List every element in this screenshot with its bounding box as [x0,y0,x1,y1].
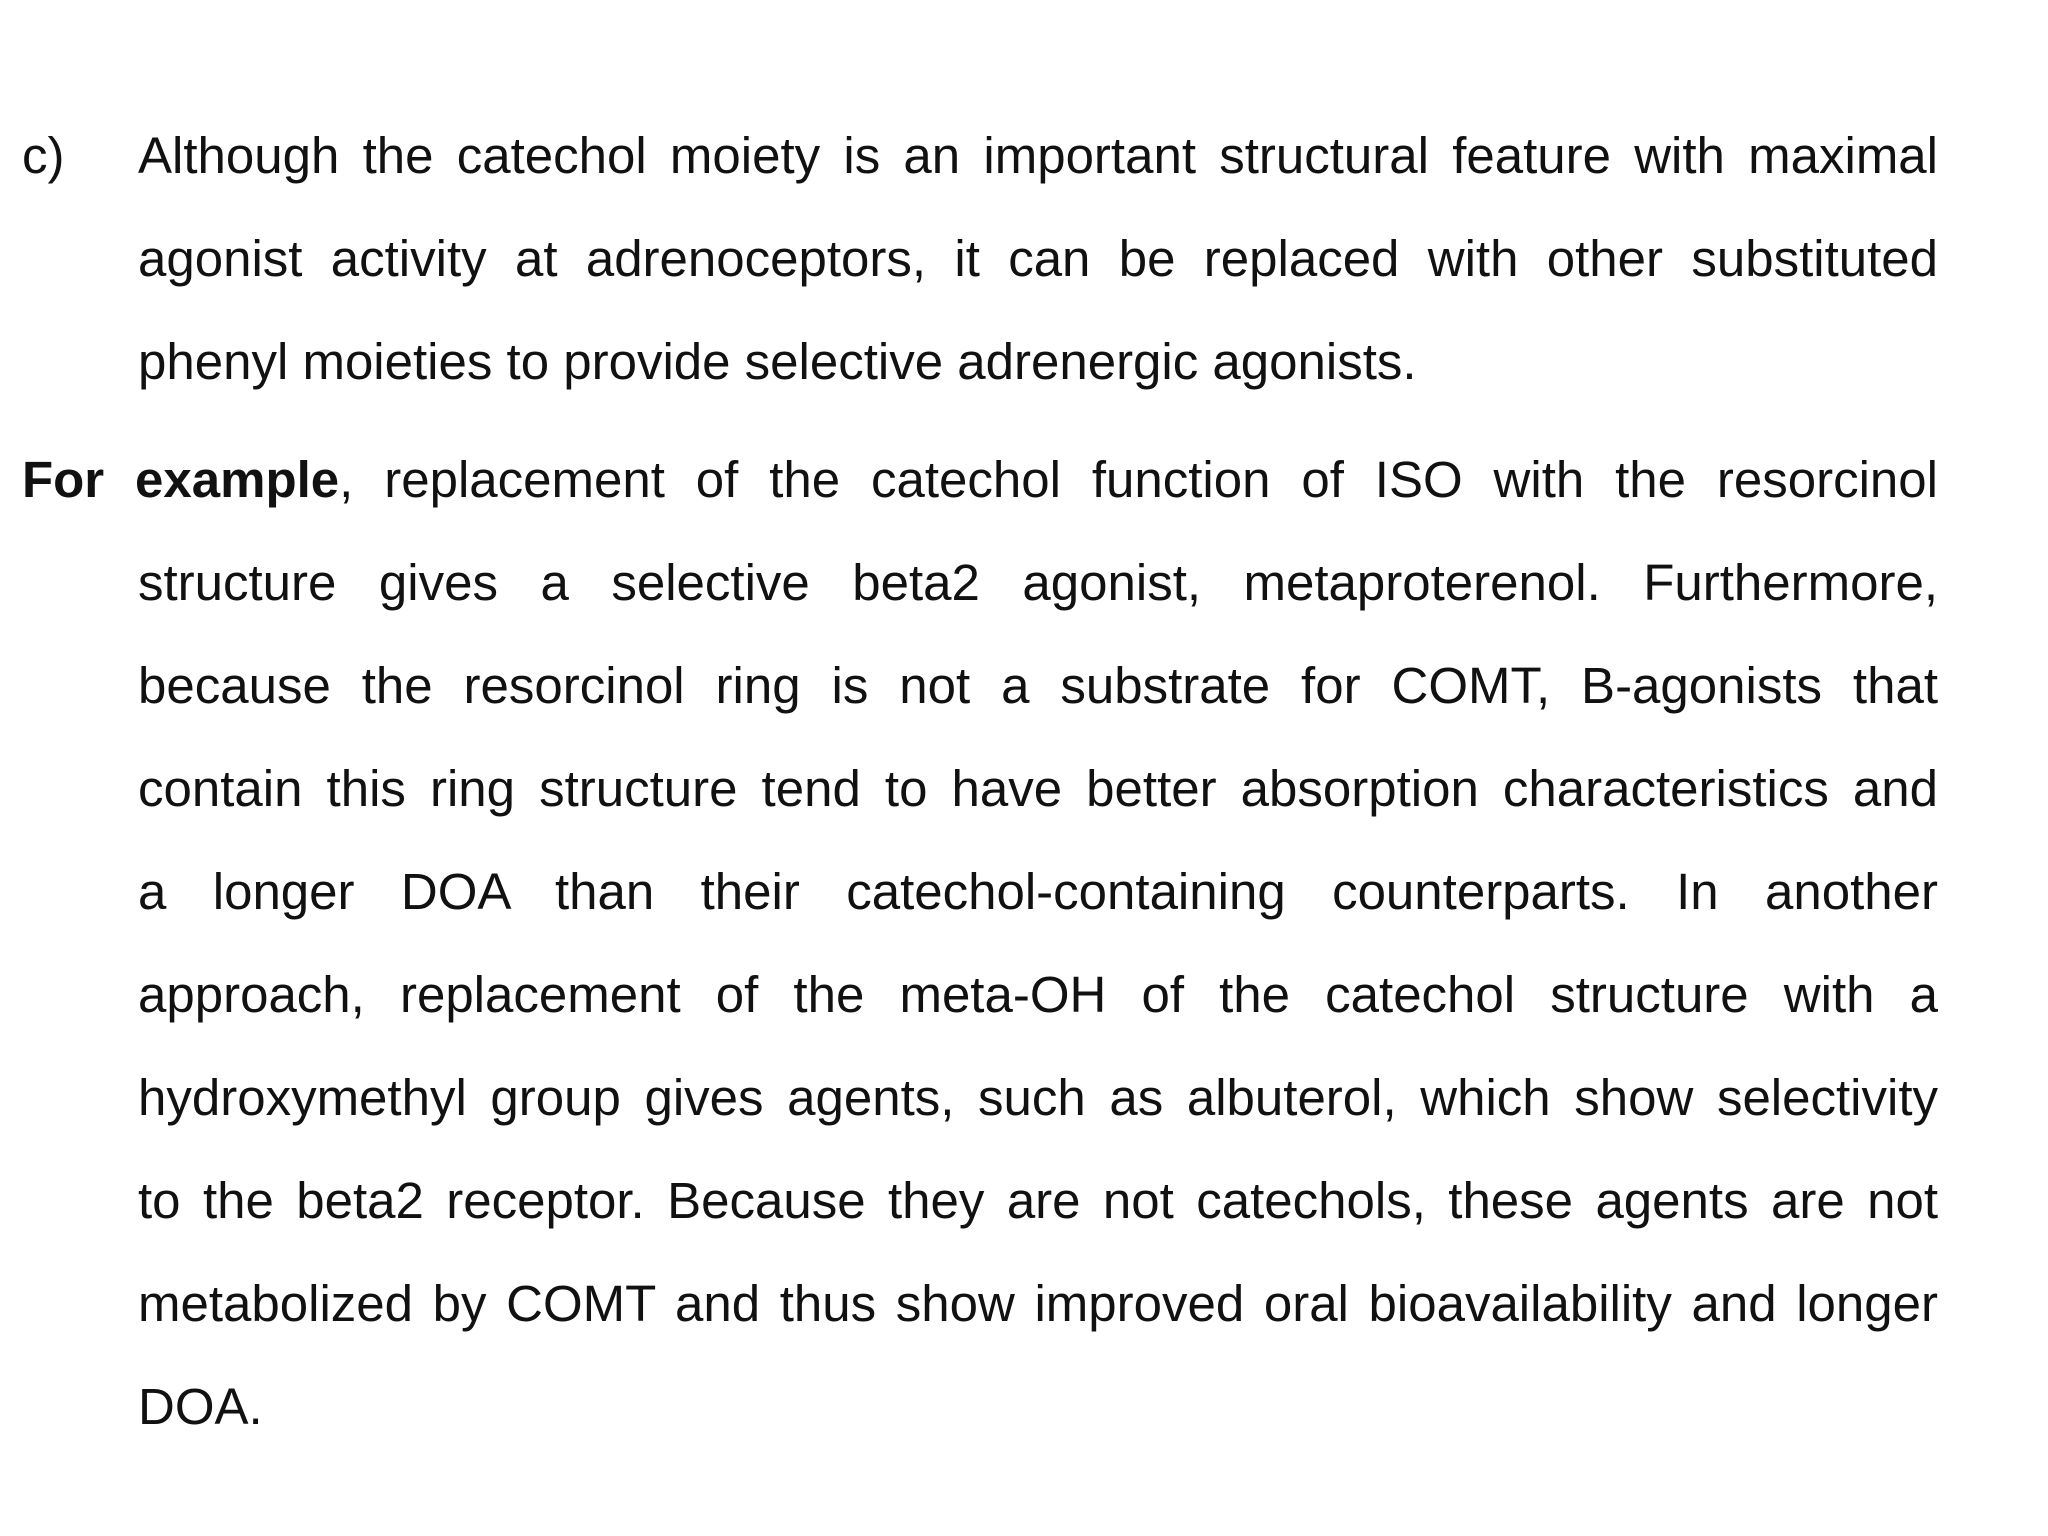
paragraph-line: phenyl moieties to provide selective adrenergic agonists. [138,333,1417,390]
paragraph-line: because the resorcinol ring is not a substrate for COMT, B-agonists that [138,657,1938,714]
paragraph-line: approach, replacement of the meta-OH of the catechol structure with a [138,966,1938,1023]
paragraph-line: DOA. [138,1378,263,1435]
paragraph-line: metabolized by COMT and thus show improved oral bioavailability and longer [138,1275,1938,1332]
paragraph-line: Although the catechol moiety is an important structural feature with maximal [138,127,1938,184]
paragraph-line: hydroxymethyl group gives agents, such as albuterol, which show selectivity [138,1069,1938,1126]
paragraph-line: structure gives a selective beta2 agonist, metaproterenol. Furthermore, [138,554,1938,611]
example-lead-bold: For example [22,451,340,508]
example-first-line [22,450,1938,510]
example-lead-rest: , replacement of the catechol function of ISO with the resorcinol [339,451,1938,508]
list-marker: c) [22,127,65,184]
paragraph-line: to the beta2 receptor. Because they are not catechols, these agents are not [138,1172,1938,1229]
paragraph-line: agonist activity at adrenoceptors, it can be replaced with other substituted [138,230,1938,287]
paragraph-line: a longer DOA than their catechol-containing counterparts. In another [138,863,1938,920]
paragraph-line: contain this ring structure tend to have better absorption characteristics and [138,760,1938,817]
